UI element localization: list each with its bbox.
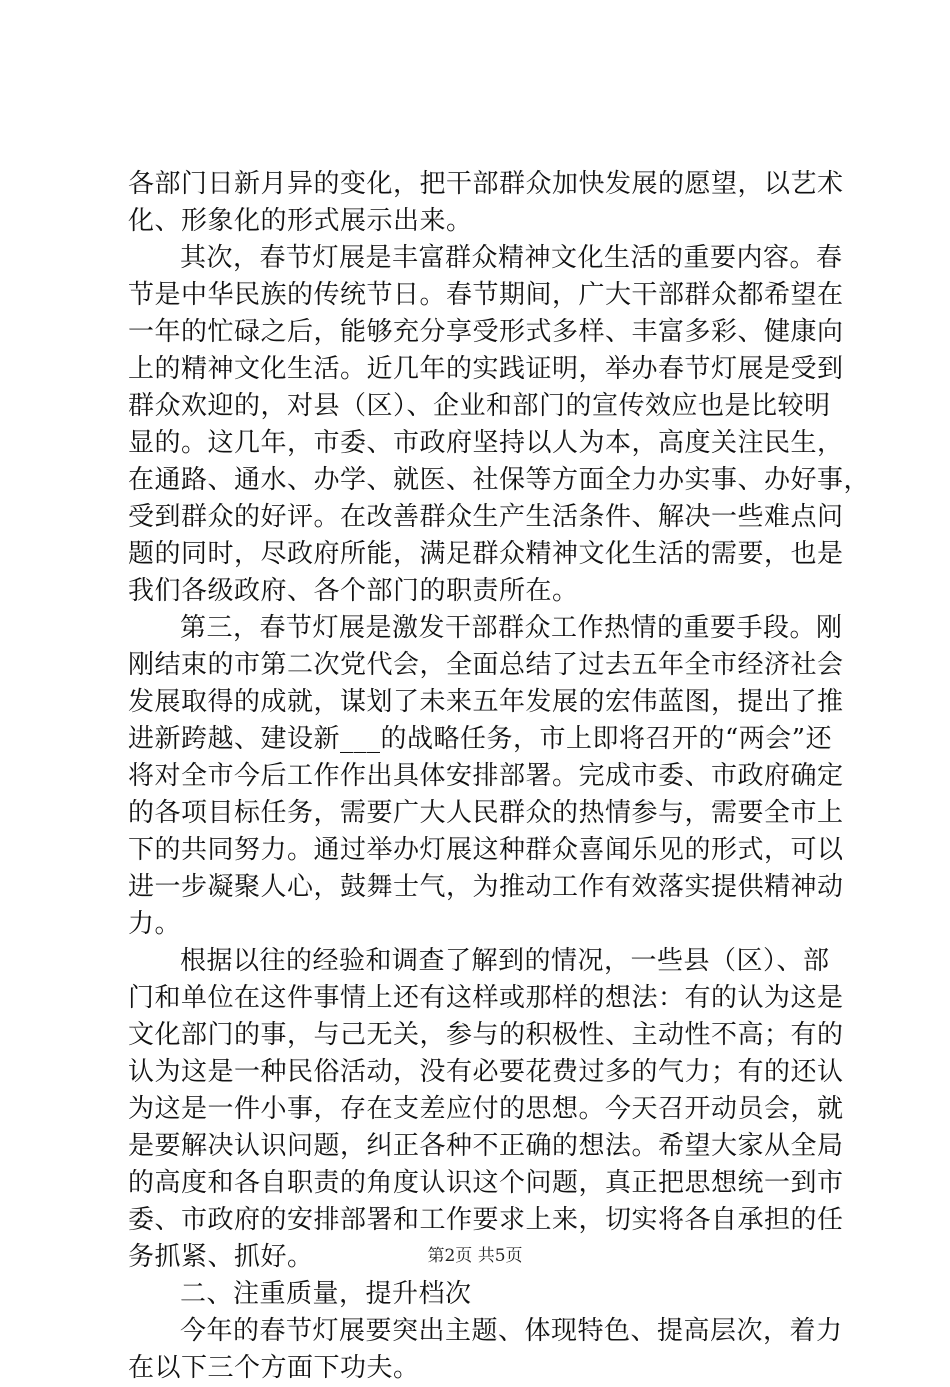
text-line: 上的精神文化生活。近几年的实践证明，举办春节灯展是受到	[128, 354, 844, 384]
text-line: 发展取得的成就，谋划了未来五年发展的宏伟蓝图，提出了推	[128, 687, 844, 717]
paragraph-start-line: 今年的春节灯展要突出主题、体现特色、提高层次，着力	[180, 1316, 843, 1346]
text-line: 刚结束的市第二次党代会，全面总结了过去五年全市经济社会	[128, 650, 844, 680]
page-number-footer: 第2页 共5页	[427, 1246, 523, 1266]
text-line: 下的共同努力。通过举办灯展这种群众喜闻乐见的形式，可以	[128, 835, 844, 865]
text-line: 委、市政府的安排部署和工作要求上来，切实将各自承担的任	[128, 1205, 844, 1235]
text-line: 认为这是一种民俗活动，没有必要花费过多的气力；有的还认	[128, 1057, 844, 1087]
text-line: 的高度和各自职责的角度认识这个问题，真正把思想统一到市	[128, 1168, 844, 1198]
text-line: 将对全市今后工作作出具体安排部署。完成市委、市政府确定	[128, 761, 844, 791]
section-heading: 二、注重质量，提升档次	[180, 1279, 472, 1309]
text-line: 务抓紧、抓好。	[128, 1242, 314, 1272]
text-line: 是要解决认识问题，纠正各种不正确的想法。希望大家从全局	[128, 1131, 844, 1161]
text-line: 进一步凝聚人心，鼓舞士气，为推动工作有效落实提供精神动	[128, 872, 844, 902]
text-line: 在以下三个方面下功夫。	[128, 1353, 420, 1383]
text-line: 化、形象化的形式展示出来。	[128, 206, 473, 236]
document-body	[128, 166, 871, 1387]
text-line: 受到群众的好评。在改善群众生产生活条件、解决一些难点问	[128, 502, 844, 532]
paragraph-start-line: 其次，春节灯展是丰富群众精神文化生活的重要内容。春	[180, 243, 843, 273]
text-line: 为这是一件小事，存在支差应付的思想。今天召开动员会，就	[128, 1094, 844, 1124]
paragraph-start-line: 根据以往的经验和调查了解到的情况，一些县（区）、部	[180, 946, 830, 976]
text-line: 门和单位在这件事情上还有这样或那样的想法：有的认为这是	[128, 983, 844, 1013]
text-line: 题的同时，尽政府所能，满足群众精神文化生活的需要，也是	[128, 539, 844, 569]
text-line: 在通路、通水、办学、就医、社保等方面全力办实事、办好事，	[128, 465, 871, 495]
text-line: 显的。这几年，市委、市政府坚持以人为本，高度关注民生，	[128, 428, 844, 458]
text-line: 文化部门的事，与己无关，参与的积极性、主动性不高；有的	[128, 1020, 844, 1050]
text-line: 各部门日新月异的变化，把干部群众加快发展的愿望，以艺术	[128, 169, 844, 199]
paragraph-start-line: 第三，春节灯展是激发干部群众工作热情的重要手段。刚	[180, 613, 843, 643]
text-line: 进新跨越、建设新___的战略任务，市上即将召开的“两会”还	[128, 724, 833, 754]
text-line: 节是中华民族的传统节日。春节期间，广大干部群众都希望在	[128, 280, 844, 310]
text-line: 的各项目标任务，需要广大人民群众的热情参与，需要全市上	[128, 798, 844, 828]
text-line: 力。	[128, 909, 182, 939]
text-line: 群众欢迎的，对县（区）、企业和部门的宣传效应也是比较明	[128, 391, 831, 421]
text-line: 我们各级政府、各个部门的职责所在。	[128, 576, 579, 606]
text-line: 一年的忙碌之后，能够充分享受形式多样、丰富多彩、健康向	[128, 317, 844, 347]
